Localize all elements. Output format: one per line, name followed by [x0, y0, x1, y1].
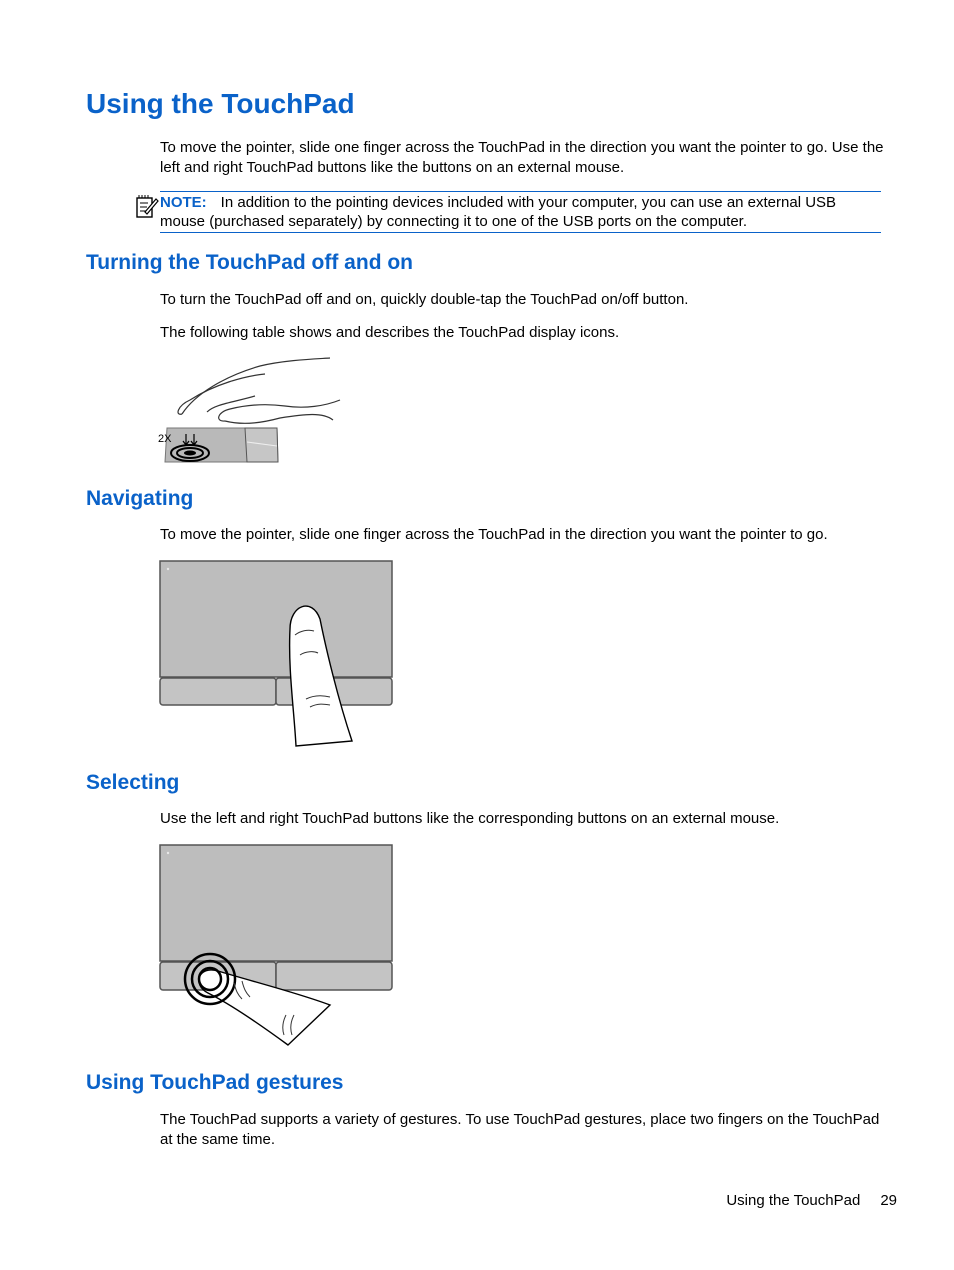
heading-turning-off-on: Turning the TouchPad off and on — [86, 251, 414, 274]
selecting-paragraph: Use the left and right TouchPad buttons like the corresponding buttons on an external mouse. — [160, 810, 780, 827]
heading-selecting: Selecting — [86, 771, 180, 794]
double-tap-label: 2X — [158, 433, 172, 445]
note-icon — [135, 193, 159, 219]
footer-section: Using the TouchPad — [726, 1192, 861, 1209]
note-box — [160, 191, 881, 233]
double-tap-figure — [155, 354, 345, 466]
gestures-paragraph: The TouchPad supports a variety of gestures. To use TouchPad gestures, place two fingers on the TouchPad at the same time. — [160, 1111, 880, 1148]
page-footer — [700, 1192, 897, 1209]
heading-navigating: Navigating — [86, 487, 194, 510]
heading-gestures: Using TouchPad gestures — [86, 1071, 344, 1094]
navigating-paragraph: To move the pointer, slide one finger across the TouchPad in the direction you want the pointer to go. — [160, 526, 828, 543]
toggle-paragraph-2: The following table shows and describes the TouchPad display icons. — [160, 324, 620, 341]
intro-paragraph: To move the pointer, slide one finger across the TouchPad in the direction you want the pointer to go. Use the left and right TouchPad buttons like the buttons on an external mouse. — [160, 139, 884, 176]
toggle-paragraph-1: To turn the TouchPad off and on, quickly double-tap the TouchPad on/off button. — [160, 291, 689, 308]
page-title: Using the TouchPad — [86, 88, 355, 119]
note-label: NOTE: — [160, 194, 207, 211]
page-number: 29 — [880, 1192, 897, 1209]
navigating-figure — [158, 559, 396, 749]
selecting-figure — [158, 843, 396, 1049]
note-text: In addition to the pointing devices included with your computer, you can use an external USB mouse (purchased separately) by connecting it to one of the USB ports on the computer. — [160, 194, 837, 230]
